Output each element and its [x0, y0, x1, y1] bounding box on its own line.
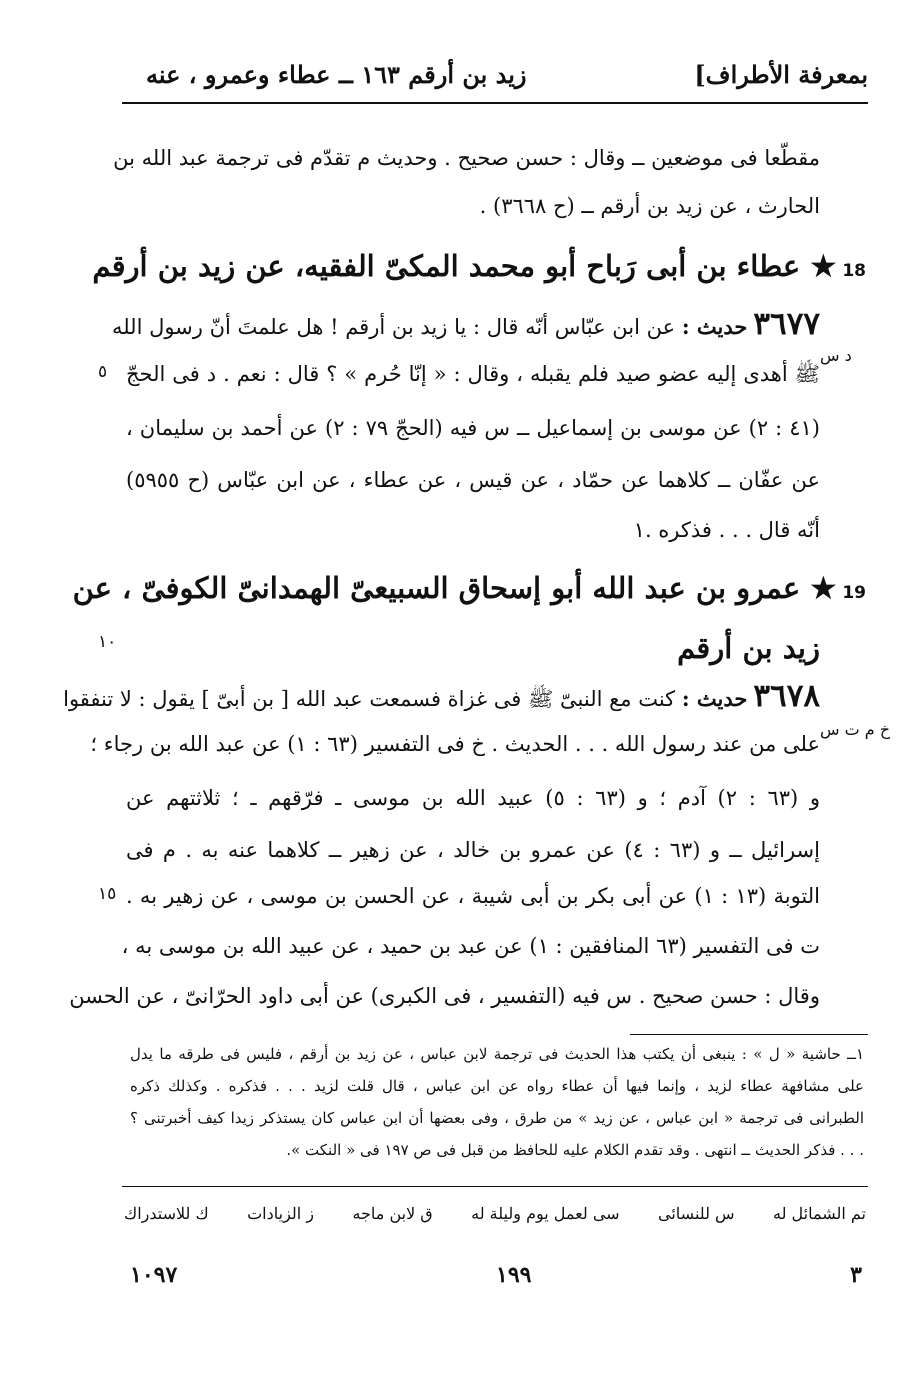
margin-number: ١٠ [98, 632, 117, 652]
entry-title: ★ عمرو بن عبد الله أبو إسحاق السبيعىّ الهمدانىّ الكوفىّ ، عن [72, 571, 837, 605]
hadith-line: التوبة (١٣ : ١) عن أبى بكر بن أبى شيبة ، عن الحسن بن موسى ، عن زهير به . [126, 884, 821, 908]
entry-heading [92, 244, 866, 293]
hadith-line: إسرائيل ــ و (٦٣ : ٤) عن عمرو بن خالد ، عن زهير ــ كلاهما عنه به . م فى [126, 838, 820, 862]
abbr-item: ز الزيادات [247, 1204, 315, 1223]
hadith-line: ت فى التفسير (٦٣ المنافقين : ١) عن عبد بن حميد ، عن عبيد الله بن موسى به ، [121, 934, 820, 958]
hadith-text: عن ابن عبّاس أنّه قال : يا زيد بن أرقم ! هل علمتَ أنّ رسول الله [111, 315, 676, 339]
running-header [122, 52, 868, 96]
hadith-number: ٣٦٧٧ [753, 306, 820, 342]
hadith-line: عن عفّان ــ كلاهما عن حمّاد ، عن قيس ، عن عطاء ، عن ابن عبّاس (ح ٥٩٥٥) [126, 468, 820, 492]
header-rule [122, 102, 868, 104]
footnote-line: . . . فذكر الحديث ــ انتهى . وقد تقدم الكلام عليه للحافظ من قبل فى ص ١٩٧ فى « النكت ». [286, 1141, 864, 1159]
hadith-line [111, 304, 820, 347]
abbreviation-key [124, 1204, 866, 1223]
footnote-line: الطبرانى فى ترجمة « ابن عباس ، عن زيد » من طرق ، وفى بعضها أن ابن عباس كان يستذكر زيدا كيف أخبرتنى ؟ [130, 1109, 864, 1127]
hadith-number: ٣٦٧٨ [753, 678, 820, 714]
hadith-line: أنّه قال . . . فذكره .١ [633, 518, 820, 542]
hadith-line [63, 676, 820, 719]
hadith-sigla: خ م ت س [820, 720, 891, 739]
hadith-line: على من عند رسول الله . . . الحديث . خ فى التفسير (٦٣ : ١) عن عبد الله بن رجاء ؛ [90, 732, 820, 756]
footnote-line: على مشافهة عطاء لزيد ، وإنما فيها أن عطاء رواه عن ابن عباس ، قال قلت لزيد . . . فذكره . وكذلك ذكره [130, 1077, 864, 1095]
hadith-line: و (٦٣ : ٢) آدم ؛ و (٦٣ : ٥) عبيد الله بن موسى ـ فرّقهم ـ ؛ ثلاثتهم عن [126, 786, 820, 810]
header-section-title: زيد بن أرقم ١٦٣ ــ عطاء وعمرو ، عنه [146, 59, 527, 89]
entry-heading [72, 566, 866, 615]
volume-number: ٣ [850, 1262, 862, 1288]
hadith-label: حديث : [681, 686, 748, 711]
margin-number: ٥ [98, 362, 108, 382]
hadith-line: وقال : حسن صحيح . س فيه (التفسير ، فى الكبرى) عن أبى داود الحرّانىّ ، عن الحسن [69, 984, 820, 1008]
hadith-label: حديث : [681, 314, 748, 339]
key-rule [122, 1186, 868, 1187]
footnote-line: ١ــ حاشية « ل » : ينبغى أن يكتب هذا الحديث فى ترجمة لابن عباس ، عن زيد بن أرقم ، فليس فى طرقه ما يدل [130, 1045, 864, 1063]
intro-line: الحارث ، عن زيد بن أرقم ــ (ح ٣٦٦٨) . [479, 194, 820, 218]
footnote-rule [630, 1034, 868, 1035]
abbr-item: س للنسائى [658, 1204, 735, 1223]
hadith-text: كنت مع النبىّ ﷺ فى غزاة فسمعت عبد الله [ بن أبىّ ] يقول : لا تنفقوا [63, 687, 676, 711]
abbr-item: ق لابن ماجه [352, 1204, 433, 1223]
entry-title: ★ عطاء بن أبى رَباح أبو محمد المكىّ الفقيه، عن زيد بن أرقم [92, 249, 837, 283]
intro-line: مقطّعا فى موضعين ــ وقال : حسن صحيح . وحديث م تقدّم فى ترجمة عبد الله بن [113, 146, 820, 170]
abbr-item: تم الشمائل له [772, 1204, 866, 1223]
page-numbers [130, 1262, 862, 1288]
abbr-item: سى لعمل يوم وليلة له [471, 1204, 620, 1223]
hadith-line: (٤١ : ٢) عن موسى بن إسماعيل ــ س فيه (الحجّ ٧٩ : ٢) عن أحمد بن سليمان ، [126, 416, 820, 440]
margin-number: ١٥ [98, 884, 117, 904]
entry-number: 19 [842, 583, 866, 603]
serial-number: ١٠٩٧ [130, 1262, 178, 1288]
hadith-line: ﷺ أهدى إليه عضو صيد فلم يقبله ، وقال : « إنّا حُرم » ؟ قال : نعم . د فى الحجّ [126, 362, 820, 386]
header-book-title: بمعرفة الأطراف] [694, 59, 868, 89]
hadith-sigla: د س [820, 346, 852, 365]
page-number: ١٩٩ [496, 1262, 532, 1288]
abbr-item: ك للاستدراك [124, 1204, 209, 1223]
entry-number: 18 [842, 261, 866, 281]
entry-title-continued: زيد بن أرقم [677, 631, 820, 665]
